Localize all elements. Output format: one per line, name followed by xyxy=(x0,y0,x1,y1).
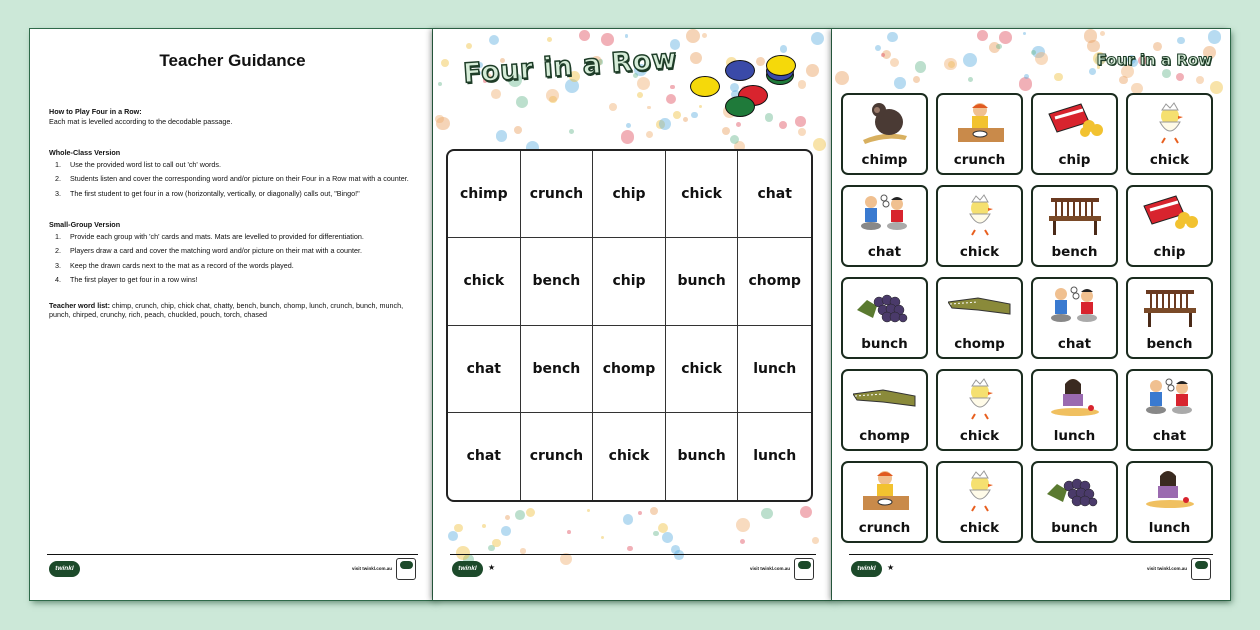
confetti-dot xyxy=(496,130,508,142)
picture-card[interactable] xyxy=(1031,369,1118,451)
confetti-dot xyxy=(691,112,698,119)
confetti-dot xyxy=(944,58,957,71)
card-word: bunch xyxy=(1051,520,1098,536)
card-word: chat xyxy=(1152,428,1187,444)
confetti-dot xyxy=(798,80,807,89)
confetti-dot xyxy=(780,45,788,53)
confetti-dot xyxy=(1119,76,1128,85)
step-list xyxy=(49,232,419,285)
chip-bag-icon xyxy=(1041,100,1108,144)
section-heading: How to Play Four in a Row: xyxy=(49,107,142,116)
small-group-section xyxy=(49,220,419,285)
section-heading: Small-Group Version xyxy=(49,220,121,229)
confetti-dot xyxy=(638,511,642,515)
step-item: 3. The first student to get four in a row (horizontally, vertically, or diagonally) calls out, "Bingo!" xyxy=(55,188,360,198)
card-word: crunch xyxy=(858,520,911,536)
grid-cell[interactable]: bunch xyxy=(666,238,739,325)
kids-chatting-icon xyxy=(1136,376,1203,420)
confetti-dot xyxy=(501,526,511,536)
section-text: Each mat is levelled according to the decodable passage. xyxy=(49,116,233,126)
card-word: crunch xyxy=(953,152,1006,168)
confetti-dot xyxy=(515,510,525,520)
quality-badge-icon xyxy=(1191,558,1211,580)
grid-cell[interactable]: chat xyxy=(448,413,521,500)
page-footer xyxy=(47,554,418,584)
card-word: lunch xyxy=(1148,520,1191,536)
card-word: bench xyxy=(1051,244,1098,260)
confetti-dot xyxy=(702,33,707,38)
grid-cell[interactable]: crunch xyxy=(521,413,594,500)
confetti-dot xyxy=(765,113,774,122)
picture-card[interactable] xyxy=(936,277,1023,359)
picture-card[interactable] xyxy=(1031,277,1118,359)
picture-card[interactable] xyxy=(936,185,1023,267)
word-list-text: chimp, crunch, chip, chick chat, chatty, bench, bunch, chomp, lunch, crunch, bunch, munch, punch, chirped, crunchy, rich, peach, chuckled, pouch, torch, chased xyxy=(49,300,404,319)
confetti-dot xyxy=(1162,69,1171,78)
star-icon: ★ xyxy=(488,563,496,572)
grid-cell[interactable]: chip xyxy=(593,238,666,325)
confetti-dot xyxy=(795,116,806,127)
confetti-dot xyxy=(1153,42,1162,51)
grid-cell[interactable]: bunch xyxy=(666,413,739,500)
page-footer xyxy=(450,554,816,584)
confetti-dot xyxy=(579,30,590,41)
picture-card[interactable] xyxy=(841,277,928,359)
chick-icon xyxy=(946,376,1013,420)
confetti-dot xyxy=(491,89,501,99)
confetti-dot xyxy=(482,524,487,529)
chick-icon xyxy=(1136,100,1203,144)
grid-cell[interactable]: chick xyxy=(666,326,739,413)
grid-cell[interactable]: chick xyxy=(666,151,739,238)
chick-icon xyxy=(946,192,1013,236)
confetti-dot xyxy=(813,138,826,151)
chick-icon xyxy=(946,468,1013,512)
grapes-icon xyxy=(1041,468,1108,512)
confetti-dot xyxy=(673,111,681,119)
confetti-dot xyxy=(740,539,745,544)
picture-card[interactable] xyxy=(1126,461,1213,543)
confetti-dot xyxy=(653,531,658,536)
confetti-dot xyxy=(637,77,650,90)
card-word: chimp xyxy=(861,152,908,168)
site-url: visit twinkl.com.au xyxy=(1146,566,1187,571)
confetti-dot xyxy=(1100,31,1105,36)
teacher-word-list xyxy=(49,301,419,320)
yellow-counter-icon xyxy=(690,76,720,97)
confetti-dot xyxy=(699,105,702,108)
confetti-dot xyxy=(913,76,921,84)
confetti-dot xyxy=(666,94,676,104)
confetti-dot xyxy=(1024,74,1029,79)
step-item: 3. Keep the drawn cards next to the mat as a record of the words played. xyxy=(55,260,294,270)
chimp-icon xyxy=(851,100,918,144)
confetti-dot xyxy=(977,30,988,41)
grid-cell[interactable]: lunch xyxy=(738,326,811,413)
confetti-dot xyxy=(438,82,442,86)
word-grid xyxy=(446,149,813,502)
four-in-a-row-mat-page xyxy=(433,29,833,600)
mat-title: Four in a Row xyxy=(462,43,678,90)
picture-card[interactable] xyxy=(936,369,1023,451)
confetti-dot xyxy=(609,103,617,111)
confetti-dot xyxy=(621,130,635,144)
teacher-guidance-page xyxy=(30,29,435,600)
step-list xyxy=(49,160,419,199)
confetti-dot xyxy=(627,546,633,552)
picture-cards-page xyxy=(832,29,1230,600)
girl-lunch-icon xyxy=(1136,468,1203,512)
card-word: bunch xyxy=(861,336,908,352)
confetti-dot xyxy=(670,85,674,89)
confetti-dot xyxy=(637,92,643,98)
confetti-dot xyxy=(441,59,449,67)
confetti-dot xyxy=(999,31,1012,44)
confetti-dot xyxy=(1208,30,1221,43)
confetti-dot xyxy=(623,514,633,524)
confetti-dot xyxy=(800,506,812,518)
confetti-dot xyxy=(1019,77,1033,91)
confetti-dot xyxy=(963,53,977,67)
confetti-dot xyxy=(1196,76,1204,84)
confetti-dot xyxy=(659,118,671,130)
girl-eating-icon xyxy=(946,100,1013,144)
grid-cell[interactable]: chomp xyxy=(593,326,666,413)
picture-card[interactable] xyxy=(841,93,928,175)
how-to-play-section xyxy=(49,107,419,126)
guidance-body xyxy=(49,107,419,320)
blue-counter-icon xyxy=(725,60,755,81)
word-list-label: Teacher word list: xyxy=(49,300,110,310)
confetti-dot xyxy=(650,507,658,515)
step-item: 2. Players draw a card and cover the matching word and/or picture on their mat with a counter. xyxy=(55,246,363,255)
confetti-dot xyxy=(546,89,559,102)
crocodile-icon xyxy=(946,284,1013,328)
confetti-dot xyxy=(736,122,741,127)
card-word: chat xyxy=(867,244,902,260)
card-word: chick xyxy=(959,244,1000,260)
picture-card[interactable] xyxy=(1031,461,1118,543)
confetti-dot xyxy=(996,44,1002,50)
picture-card[interactable] xyxy=(841,369,928,451)
picture-card[interactable] xyxy=(936,93,1023,175)
picture-card[interactable] xyxy=(841,185,928,267)
picture-card[interactable] xyxy=(1126,93,1213,175)
confetti-dot xyxy=(526,508,535,517)
whole-class-section xyxy=(49,148,419,198)
confetti-dot xyxy=(730,135,739,144)
picture-card[interactable] xyxy=(1126,369,1213,451)
twinkl-logo: twinkl xyxy=(851,561,882,577)
card-word: lunch xyxy=(1053,428,1096,444)
card-word: chomp xyxy=(859,428,910,444)
bench-icon xyxy=(1136,284,1203,328)
step-item: 1. Use the provided word list to call out 'ch' words. xyxy=(55,159,221,169)
grid-cell[interactable]: chick xyxy=(448,238,521,325)
confetti-dot xyxy=(505,515,510,520)
confetti-dot xyxy=(626,123,631,128)
confetti-dot xyxy=(567,530,571,534)
confetti-dot xyxy=(811,32,824,45)
confetti-dot xyxy=(1054,73,1063,82)
confetti-dot xyxy=(647,106,650,109)
grid-cell[interactable]: bench xyxy=(521,238,594,325)
girl-eating-icon xyxy=(851,468,918,512)
confetti-dot xyxy=(890,58,900,68)
picture-card[interactable] xyxy=(1031,185,1118,267)
star-icon: ★ xyxy=(887,563,895,572)
card-word: chat xyxy=(1057,336,1092,352)
grid-cell[interactable]: chat xyxy=(448,326,521,413)
confetti-dot xyxy=(625,34,628,37)
confetti-dot xyxy=(569,129,574,134)
confetti-dot xyxy=(489,35,499,45)
confetti-dot xyxy=(756,57,765,66)
confetti-dot xyxy=(587,509,591,513)
grid-cell[interactable]: chimp xyxy=(448,151,521,238)
grid-cell[interactable]: chomp xyxy=(738,238,811,325)
grid-cell[interactable]: chick xyxy=(593,413,666,500)
confetti-dot xyxy=(887,32,897,42)
confetti-dot xyxy=(1177,37,1185,45)
grid-cell[interactable]: chip xyxy=(593,151,666,238)
girl-lunch-icon xyxy=(1041,376,1108,420)
confetti-dot xyxy=(736,518,750,532)
confetti-dot xyxy=(683,117,688,122)
grapes-icon xyxy=(851,284,918,328)
page-footer xyxy=(849,554,1213,584)
card-word: chick xyxy=(959,428,1000,444)
twinkl-logo: twinkl xyxy=(49,561,80,577)
confetti-dot xyxy=(1023,32,1026,35)
site-url: visit twinkl.com.au xyxy=(351,566,392,571)
confetti-dot xyxy=(601,33,614,46)
grid-cell[interactable]: chat xyxy=(738,151,811,238)
picture-card[interactable] xyxy=(1126,277,1213,359)
quality-badge-icon xyxy=(396,558,416,580)
confetti-dot xyxy=(466,43,472,49)
confetti-dot xyxy=(968,77,973,82)
card-word: bench xyxy=(1146,336,1193,352)
confetti-dot xyxy=(812,537,819,544)
grid-cell[interactable]: lunch xyxy=(753,448,797,465)
card-word: chomp xyxy=(954,336,1005,352)
picture-card[interactable] xyxy=(1031,93,1118,175)
confetti-dot xyxy=(798,128,806,136)
card-word: chick xyxy=(1149,152,1190,168)
green-counter-icon xyxy=(725,96,755,117)
confetti-dot xyxy=(779,121,788,130)
confetti-dot xyxy=(1089,68,1096,75)
card-word: chip xyxy=(1058,152,1091,168)
bench-icon xyxy=(1041,192,1108,236)
card-word: chick xyxy=(959,520,1000,536)
confetti-dot xyxy=(875,45,882,52)
picture-card[interactable] xyxy=(1126,185,1213,267)
step-item: 2. Students listen and cover the corresponding word and/or picture on their Four in a Row mat with a counter. xyxy=(55,174,409,183)
picture-card[interactable] xyxy=(841,461,928,543)
confetti-dot xyxy=(516,96,528,108)
chip-bag-icon xyxy=(1136,192,1203,236)
yellow-counter-icon xyxy=(766,55,796,76)
grid-cell[interactable]: bench xyxy=(521,326,594,413)
confetti-dot xyxy=(448,531,458,541)
site-url: visit twinkl.com.au xyxy=(749,566,790,571)
page-title: Teacher Guidance xyxy=(159,51,306,70)
confetti-dot xyxy=(806,64,819,77)
confetti-dot xyxy=(686,29,700,43)
step-item: 1. Provide each group with 'ch' cards and mats. Mats are levelled to provided for differentiation. xyxy=(55,231,364,241)
twinkl-logo: twinkl xyxy=(452,561,483,577)
confetti-dot xyxy=(915,61,927,73)
quality-badge-icon xyxy=(794,558,814,580)
confetti-dot xyxy=(761,508,773,520)
confetti-dot xyxy=(1176,73,1185,82)
crocodile-icon xyxy=(851,376,918,420)
confetti-dot xyxy=(722,127,731,136)
step-item: 4. The first player to get four in a row wins! xyxy=(55,275,198,284)
card-grid xyxy=(841,93,1216,543)
confetti-dot xyxy=(662,532,673,543)
confetti-dot xyxy=(690,52,702,64)
kids-chatting-icon xyxy=(851,192,918,236)
confetti-dot xyxy=(894,77,906,89)
confetti-dot xyxy=(646,131,653,138)
cards-title: Four in a Row xyxy=(1096,51,1212,69)
confetti-dot xyxy=(601,536,604,539)
confetti-dot xyxy=(835,71,849,85)
confetti-dot xyxy=(1035,52,1048,65)
confetti-dot xyxy=(514,126,522,134)
confetti-dot xyxy=(547,37,552,42)
confetti-dot xyxy=(492,539,501,548)
section-heading: Whole-Class Version xyxy=(49,148,121,157)
card-word: chip xyxy=(1153,244,1186,260)
grid-cell[interactable]: crunch xyxy=(521,151,594,238)
picture-card[interactable] xyxy=(936,461,1023,543)
kids-chatting-icon xyxy=(1041,284,1108,328)
